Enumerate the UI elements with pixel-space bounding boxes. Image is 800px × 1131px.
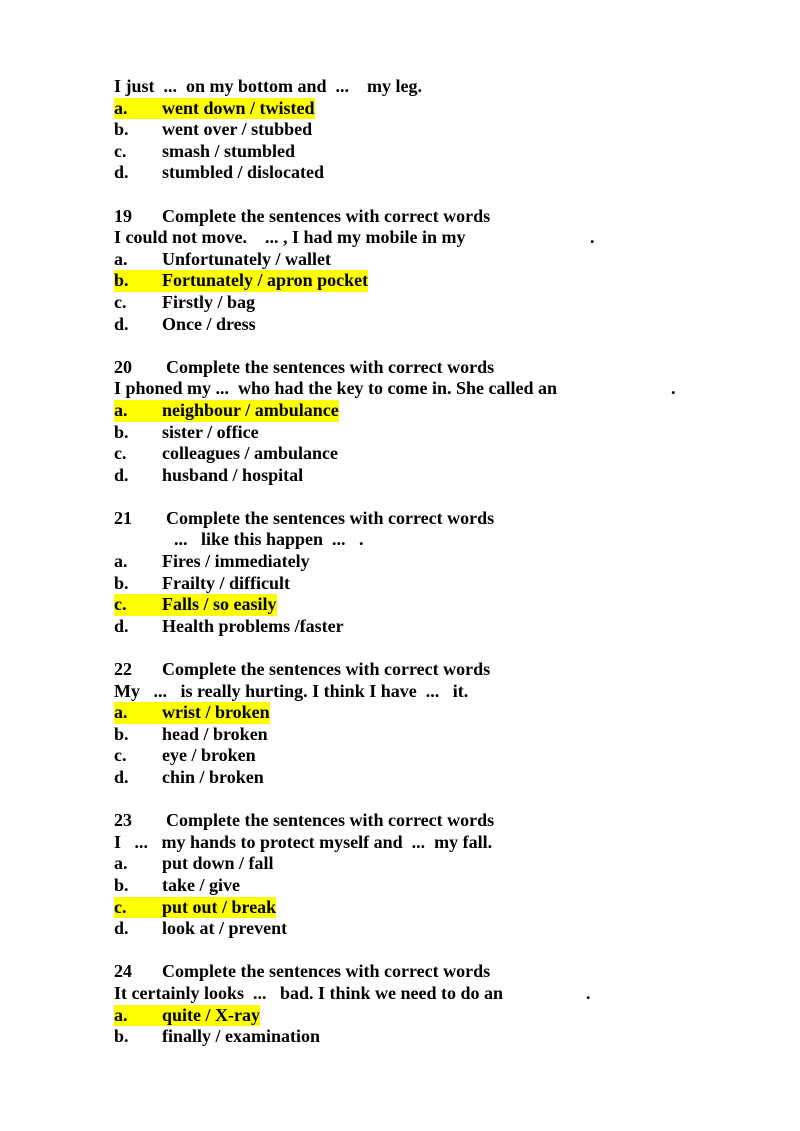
option-text: put out / break [162,896,277,917]
option-letter: a. [114,97,128,118]
option-letter: b. [114,723,129,744]
sentence-text: It certainly looks ... bad. I think we need to do an [114,982,504,1003]
question-header [114,508,774,530]
option-letter: d. [114,767,129,787]
sentence-end: . [671,378,676,399]
option-text: Falls / so easily [162,594,277,615]
option-letter: b. [114,874,129,895]
option-b [114,270,774,292]
option-text: head / broken [162,723,268,744]
question-sentence [114,529,774,551]
question-header [114,961,774,983]
question-header [114,810,774,832]
option-text: smash / stumbled [162,140,296,161]
option-text: Fires / immediately [162,551,310,572]
option-c [114,292,774,314]
option-text: chin / broken [162,767,264,787]
option-letter: a. [114,248,128,269]
option-text: finally / examination [162,1026,321,1047]
question-number: 21 [114,507,132,528]
option-letter: b. [114,572,129,593]
sentence-end: . [586,982,591,1003]
option-a [114,98,774,120]
sentence-end: . [590,227,595,248]
option-letter: b. [114,119,129,140]
option-a [114,1005,774,1027]
option-letter: d. [114,918,129,939]
question-sentence: My ... is really hurting. I think I have ... it. [114,680,469,701]
question-instruction: Complete the sentences with correct words [166,356,495,377]
option-text: eye / broken [162,745,256,766]
question-instruction: Complete the sentences with correct words [162,961,491,982]
question-number: 19 [114,205,132,226]
option-text: went over / stubbed [162,119,313,140]
option-letter: b. [114,421,129,442]
question-sentence [114,378,774,400]
option-letter: a. [114,702,128,723]
option-a [114,400,774,422]
question-number: 23 [114,810,132,831]
option-text: look at / prevent [162,918,288,939]
sentence-text: ... like this happen ... . [174,529,364,550]
option-letter: d. [114,615,129,636]
option-text: husband / hospital [162,464,304,485]
question-sentence [114,983,774,1005]
option-letter: a. [114,1004,128,1025]
option-letter: a. [114,399,128,420]
option-letter: c. [114,443,127,464]
option-text: quite / X-ray [162,1004,260,1025]
option-letter: c. [114,291,127,312]
option-b [114,119,774,141]
option-c [114,897,774,919]
option-text: Unfortunately / wallet [162,248,331,269]
option-letter: d. [114,313,129,334]
option-letter: a. [114,853,128,874]
option-letter: c. [114,896,127,917]
question-sentence [114,227,774,249]
option-text: went down / twisted [162,97,315,118]
option-b [114,724,774,746]
question-instruction: Complete the sentences with correct words [162,659,491,680]
option-text: colleagues / ambulance [162,443,338,464]
option-letter: d. [114,162,129,183]
option-letter: a. [114,551,128,572]
option-text: Fortunately / apron pocket [162,270,369,291]
option-c [114,443,774,465]
question-sentence: I just ... on my bottom and ... my leg. [114,76,423,96]
option-text: wrist / broken [162,702,270,723]
option-b [114,1026,774,1048]
sentence-text: I could not move. ... , I had my mobile in my [114,227,466,248]
option-d [114,162,774,184]
option-d [114,314,774,336]
option-text: stumbled / dislocated [162,162,325,183]
question-header [114,659,774,681]
option-letter: b. [114,270,129,291]
option-a [114,702,774,724]
question-number: 22 [114,659,132,680]
option-letter: b. [114,1026,129,1047]
option-a [114,551,774,573]
quiz-page [114,76,774,1048]
option-d [114,616,774,638]
question-header [114,357,774,379]
question-instruction: Complete the sentences with correct words [166,810,495,831]
option-text: neighbour / ambulance [162,399,339,420]
option-d [114,465,774,487]
sentence-text: I phoned my ... who had the key to come in. She called an [114,378,558,399]
option-b [114,573,774,595]
question-instruction: Complete the sentences with correct words [166,507,495,528]
option-letter: c. [114,140,127,161]
question-header [114,206,774,228]
option-b [114,875,774,897]
option-text: take / give [162,874,240,895]
option-d [114,767,774,789]
option-text: Health problems /faster [162,615,344,636]
option-text: Frailty / difficult [162,572,290,593]
option-text: Firstly / bag [162,291,255,312]
option-c [114,594,774,616]
question-number: 20 [114,356,132,377]
option-d [114,918,774,940]
question-instruction: Complete the sentences with correct words [162,205,491,226]
option-text: Once / dress [162,313,256,334]
option-text: sister / office [162,421,259,442]
option-text: put down / fall [162,853,274,874]
question-sentence: I ... my hands to protect myself and ... my fall. [114,831,493,852]
option-c [114,141,774,163]
option-c [114,745,774,767]
option-letter: c. [114,745,127,766]
option-letter: d. [114,464,129,485]
option-a [114,249,774,271]
option-letter: c. [114,594,127,615]
option-b [114,422,774,444]
question-number: 24 [114,961,132,982]
option-a [114,853,774,875]
